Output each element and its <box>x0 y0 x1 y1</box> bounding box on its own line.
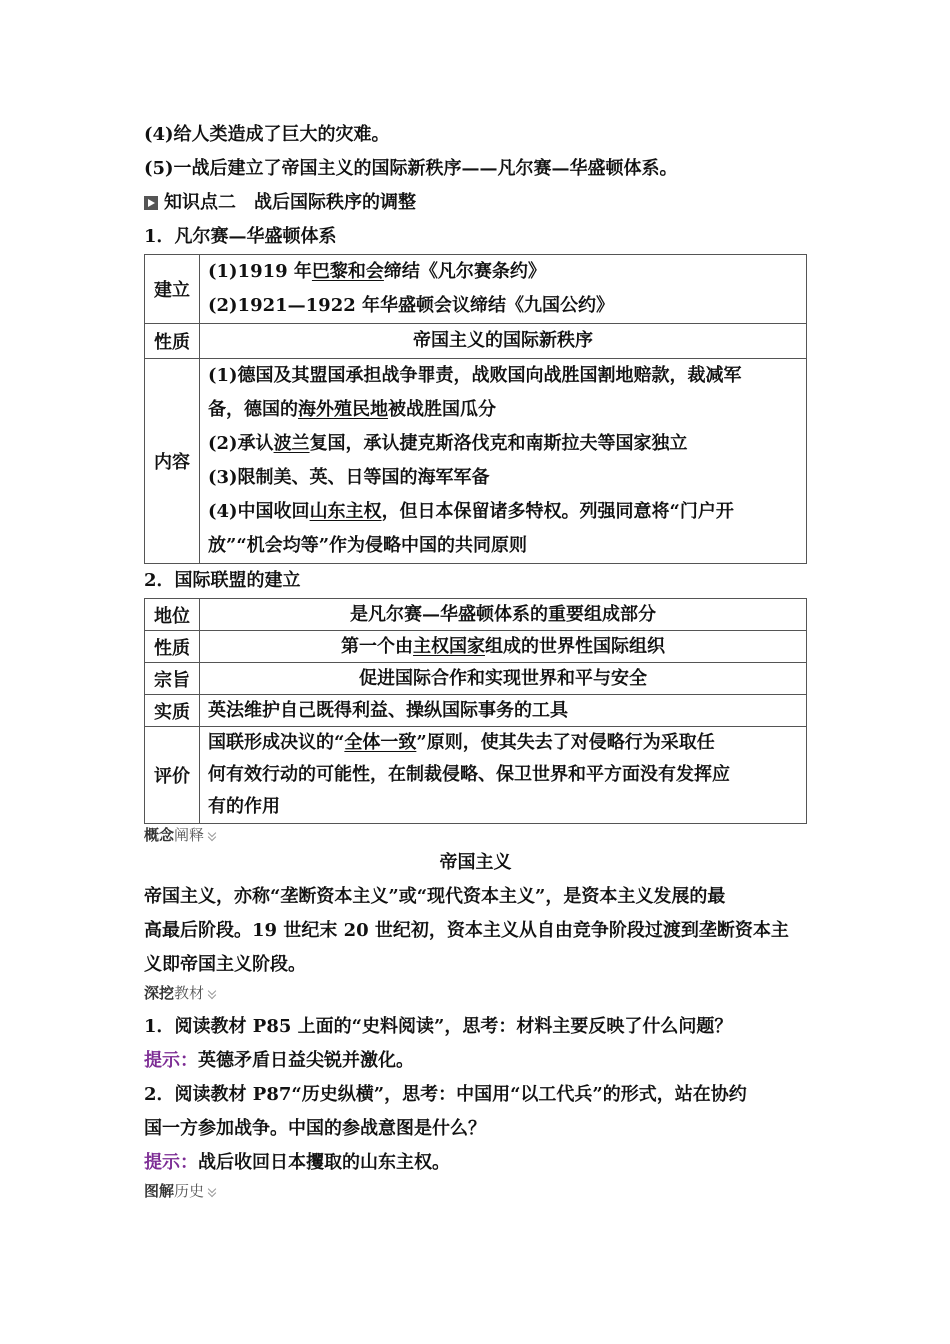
row-value-position: 是凡尔赛—华盛顿体系的重要组成部分 <box>200 599 807 631</box>
knowledge-point-title: 战后国际秩序的调整 <box>254 192 416 213</box>
illustrated-section-tag: 图解 历史 <box>144 1180 807 1202</box>
row-key-evaluation: 评价 <box>145 727 200 824</box>
section2-title: 2．国际联盟的建立 <box>144 570 301 591</box>
table-row <box>145 599 807 631</box>
league-of-nations-table <box>144 598 807 824</box>
knowledge-point-label: 知识点二 <box>164 192 236 213</box>
double-chevron-down-icon <box>207 830 217 840</box>
row-key-position: 地位 <box>145 599 200 631</box>
double-chevron-down-icon <box>207 1186 217 1196</box>
table-row <box>145 663 807 695</box>
document-page <box>144 118 807 1202</box>
row-value-purpose: 促进国际合作和实现世界和平与安全 <box>200 663 807 695</box>
answer-2: 提示：战后收回日本攫取的山东主权。 <box>144 1152 450 1173</box>
knowledge-point-heading <box>144 186 807 220</box>
concept-paragraph: 帝国主义，亦称“垄断资本主义”或“现代资本主义”，是资本主义发展的最 高最后阶段。19 世纪末 20 世纪初，资本主义从自由竞争阶段过渡到垄断资本主 义即帝国主义阶段。 <box>144 886 789 975</box>
question-1: 1．阅读教材 P85 上面的“史料阅读”，思考：材料主要反映了什么问题？ <box>144 1016 733 1037</box>
question-2-line-1: 2．阅读教材 P87“历史纵横”，思考：中国用“以工代兵”的形式，站在协约 <box>144 1084 747 1105</box>
row-key-content: 内容 <box>145 359 200 564</box>
question-2-line-2: 国一方参加战争。中国的参战意图是什么？ <box>144 1118 486 1139</box>
textbook-section-tag: 深挖 教材 <box>144 982 807 1004</box>
table-row <box>145 695 807 727</box>
table-row <box>145 727 807 824</box>
row-value-essence: 英法维护自己既得利益、操纵国际事务的工具 <box>200 695 807 727</box>
play-triangle-icon <box>144 196 158 210</box>
row-key-purpose: 宗旨 <box>145 663 200 695</box>
row-key-nature2: 性质 <box>145 631 200 663</box>
intro-line-4: (4)给人类造成了巨大的灾难。 <box>144 124 390 145</box>
row-key-establish: 建立 <box>145 255 200 324</box>
table-row <box>145 631 807 663</box>
answer-1: 提示：英德矛盾日益尖锐并激化。 <box>144 1050 414 1071</box>
versailles-washington-table <box>144 254 807 564</box>
row-value-nature2: 第一个由主权国家组成的世界性国际组织 <box>200 631 807 663</box>
table-row <box>145 255 807 324</box>
double-chevron-down-icon <box>207 988 217 998</box>
row-value-content: (1)德国及其盟国承担战争罪责，战败国向战胜国割地赔款，裁减军 备，德国的海外殖民地被战胜国瓜分 (2)承认波兰复国，承认捷克斯洛伐克和南斯拉夫等国家独立 (3)限制美、英、日等国的海军军备 (4)中国收回山东主权，但日本保留诸多特权。列强同意将“门户开 放”“机会均等”作为侵略中国的共同原则 <box>200 359 807 564</box>
intro-line-5: (5)一战后建立了帝国主义的国际新秩序——凡尔赛—华盛顿体系。 <box>144 158 678 179</box>
row-key-essence: 实质 <box>145 695 200 727</box>
row-value-evaluation: 国联形成决议的“全体一致”原则，使其失去了对侵略行为采取任 何有效行动的可能性，在制裁侵略、保卫世界和平方面没有发挥应 有的作用 <box>200 727 807 824</box>
row-value-nature: 帝国主义的国际新秩序 <box>200 324 807 359</box>
concept-section-tag: 概念 阐释 <box>144 824 807 846</box>
section1-title: 1．凡尔赛—华盛顿体系 <box>144 226 337 247</box>
row-value-establish: (1)1919 年巴黎和会缔结《凡尔赛条约》 (2)1921—1922 年华盛顿会议缔结《九国公约》 <box>200 255 807 324</box>
table-row <box>145 359 807 564</box>
row-key-nature: 性质 <box>145 324 200 359</box>
table-row <box>145 324 807 359</box>
concept-title: 帝国主义 <box>439 852 512 873</box>
